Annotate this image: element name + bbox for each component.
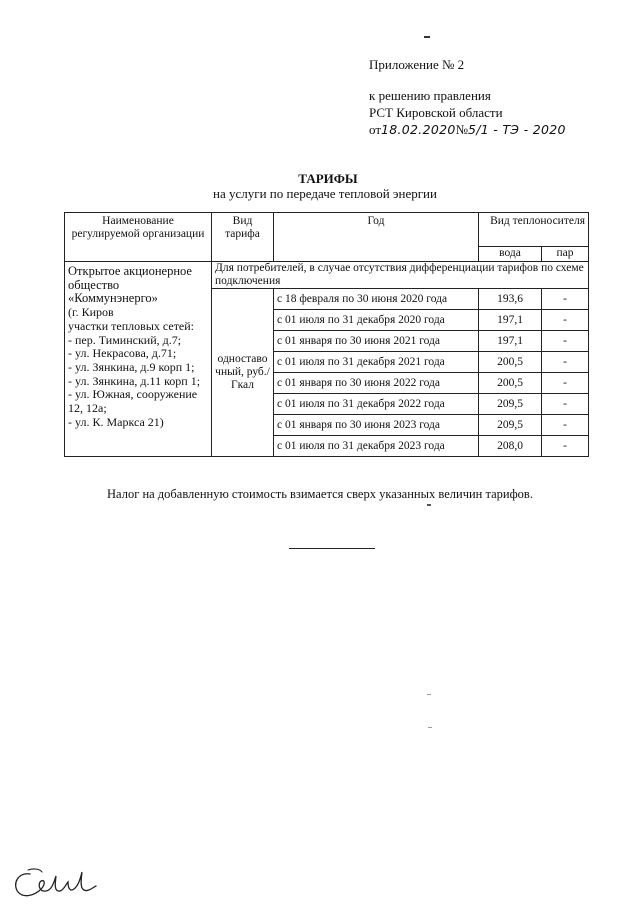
spacer — [369, 73, 566, 87]
handwritten-date: 18.02.2020 — [381, 122, 456, 137]
water-value: 209,5 — [479, 415, 542, 436]
steam-value: - — [542, 310, 589, 331]
tariff-table — [64, 212, 589, 457]
water-value: 200,5 — [479, 352, 542, 373]
org-line: - пер. Тиминский, д.7; — [68, 332, 182, 347]
water-value: 209,5 — [479, 394, 542, 415]
period-cell: с 01 января по 30 июня 2022 года — [274, 373, 479, 394]
org-line: - ул. Зянкина, д.9 корп 1; — [68, 359, 195, 374]
header-water: вода — [479, 246, 542, 261]
period-cell: с 01 июля по 31 декабря 2020 года — [274, 310, 479, 331]
number-prefix: № — [455, 122, 468, 137]
table-note-row — [65, 262, 589, 289]
org-line: «Коммунэнерго» — [68, 291, 158, 306]
handwritten-number: 5/1 - ТЭ - 2020 — [468, 122, 566, 137]
water-value: 208,0 — [479, 436, 542, 457]
org-line: (г. Киров — [68, 305, 114, 320]
scan-mark — [427, 504, 431, 506]
appendix-date-line — [369, 121, 566, 138]
date-prefix: от — [369, 122, 382, 137]
period-cell: с 01 января по 30 июня 2023 года — [274, 415, 479, 436]
page-title: ТАРИФЫ — [298, 171, 358, 186]
appendix-org: РСТ Кировской области — [369, 105, 503, 120]
steam-value: - — [542, 373, 589, 394]
org-line: участки тепловых сетей: — [68, 318, 195, 333]
water-value: 197,1 — [479, 310, 542, 331]
header-tariff-type: Вид тарифа — [212, 213, 274, 262]
vat-note: Налог на добавленную стоимость взимается сверх указанных величин тарифов. — [107, 487, 533, 501]
org-line: - ул. Некрасова, д.71; — [68, 346, 177, 361]
header-steam: пар — [542, 246, 589, 261]
org-line: - ул. К. Маркса 21) — [68, 414, 164, 429]
scan-mark — [428, 727, 432, 728]
table-header-row — [65, 213, 589, 247]
water-value: 197,1 — [479, 331, 542, 352]
tariff-type-cell: одноставо чный, руб./Гкал — [212, 289, 274, 457]
water-value: 193,6 — [479, 289, 542, 310]
appendix-number: Приложение № 2 — [369, 57, 465, 72]
appendix-decision: к решению правления — [369, 88, 491, 103]
period-cell: с 01 июля по 31 декабря 2023 года — [274, 436, 479, 457]
steam-value: - — [542, 436, 589, 457]
scan-mark — [424, 36, 430, 38]
org-cell — [65, 262, 212, 457]
water-value: 200,5 — [479, 373, 542, 394]
org-line: - ул. Зянкина, д.11 корп 1; — [68, 373, 201, 388]
closing-divider — [289, 548, 375, 549]
period-cell: с 01 июля по 31 декабря 2021 года — [274, 352, 479, 373]
header-org: Наименование регулируемой организации — [65, 213, 212, 262]
steam-value: - — [542, 415, 589, 436]
note-cell: Для потребителей, в случае отсутствия дифференциации тарифов по схеме подключения — [212, 262, 589, 289]
scan-mark — [427, 694, 431, 695]
steam-value: - — [542, 394, 589, 415]
steam-value: - — [542, 289, 589, 310]
page-subtitle: на услуги по передаче тепловой энергии — [213, 186, 437, 201]
steam-value: - — [542, 352, 589, 373]
org-line: Открытое акционерное общество — [68, 264, 192, 292]
period-cell: с 01 января по 30 июня 2021 года — [274, 331, 479, 352]
org-line: - ул. Южная, сооружение 12, 12а; — [68, 387, 198, 416]
steam-value: - — [542, 331, 589, 352]
period-cell: с 18 февраля по 30 июня 2020 года — [274, 289, 479, 310]
period-cell: с 01 июля по 31 декабря 2022 года — [274, 394, 479, 415]
signature-mark — [8, 862, 98, 902]
header-year: Год — [274, 213, 479, 262]
header-carrier: Вид теплоносителя — [479, 213, 589, 247]
appendix-block — [369, 56, 566, 138]
